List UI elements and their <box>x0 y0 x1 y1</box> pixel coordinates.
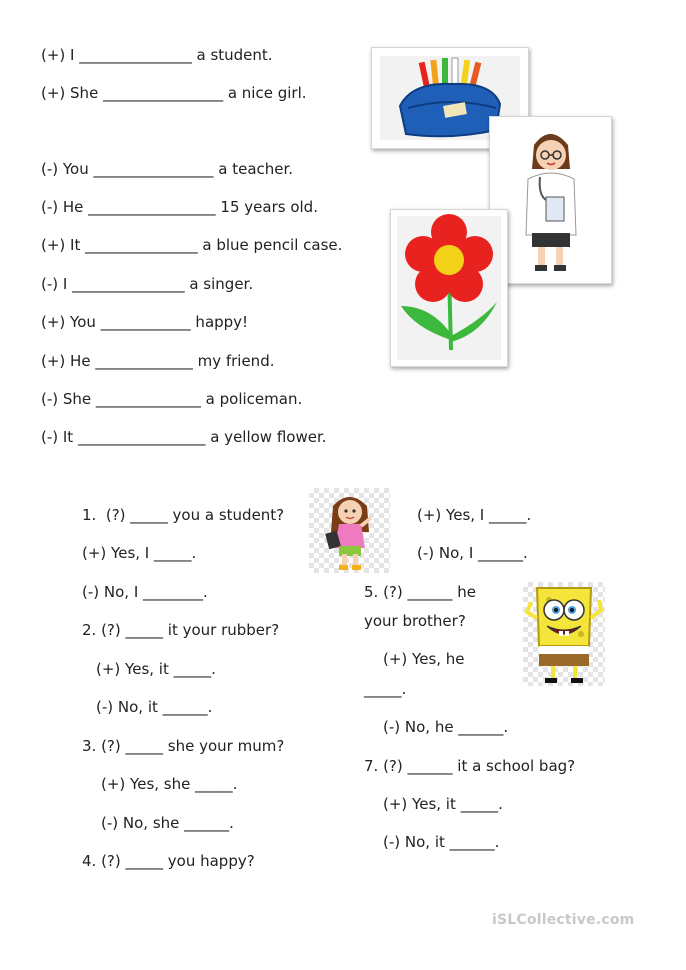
flower-icon <box>391 210 507 366</box>
flower-picture <box>390 209 508 367</box>
answer-line: (+) Yes, it _____. <box>96 660 216 678</box>
answer-line: (+) Yes, I _____. <box>417 506 532 524</box>
sponge-character-icon <box>523 582 605 686</box>
question-line: 5. (?) ______ he <box>364 583 477 601</box>
answer-line: (+) Yes, he <box>383 650 465 668</box>
sentence-line: (+) You ____________ happy! <box>41 313 249 331</box>
sentence-line: (-) It _________________ a yellow flower. <box>41 428 327 446</box>
answer-line: (-) No, I ________. <box>82 583 208 601</box>
sentence-line: (+) It _______________ a blue pencil case. <box>41 236 343 254</box>
sentence-line: (+) He _____________ my friend. <box>41 352 275 370</box>
answer-line: (-) No, he ______. <box>383 718 509 736</box>
answer-line: (-) No, I ______. <box>417 544 528 562</box>
question-line: 3. (?) _____ she your mum? <box>82 737 285 755</box>
watermark: iSLCollective.com <box>492 912 635 928</box>
sentence-line: (+) I _______________ a student. <box>41 46 273 64</box>
answer-line: (-) No, she ______. <box>101 814 234 832</box>
sentence-line: (-) She ______________ a policeman. <box>41 390 303 408</box>
sentence-line: (-) I _______________ a singer. <box>41 275 254 293</box>
teacher-icon <box>490 117 611 283</box>
girl-picture <box>309 488 390 573</box>
answer-line: (+) Yes, it _____. <box>383 795 503 813</box>
answer-line: _____. <box>364 680 407 698</box>
sentence-line: (-) You ________________ a teacher. <box>41 160 294 178</box>
question-line: 7. (?) ______ it a school bag? <box>364 757 576 775</box>
question-line: your brother? <box>364 612 466 630</box>
sentence-line: (-) He _________________ 15 years old. <box>41 198 318 216</box>
question-line: 4. (?) _____ you happy? <box>82 852 255 870</box>
answer-line: (+) Yes, I _____. <box>82 544 197 562</box>
question-line: 1. (?) _____ you a student? <box>82 506 285 524</box>
sponge-character-picture <box>523 582 605 686</box>
answer-line: (+) Yes, she _____. <box>101 775 238 793</box>
answer-line: (-) No, it ______. <box>383 833 500 851</box>
answer-line: (-) No, it ______. <box>96 698 213 716</box>
girl-icon <box>309 488 390 573</box>
question-line: 2. (?) _____ it your rubber? <box>82 621 280 639</box>
sentence-line: (+) She ________________ a nice girl. <box>41 84 307 102</box>
